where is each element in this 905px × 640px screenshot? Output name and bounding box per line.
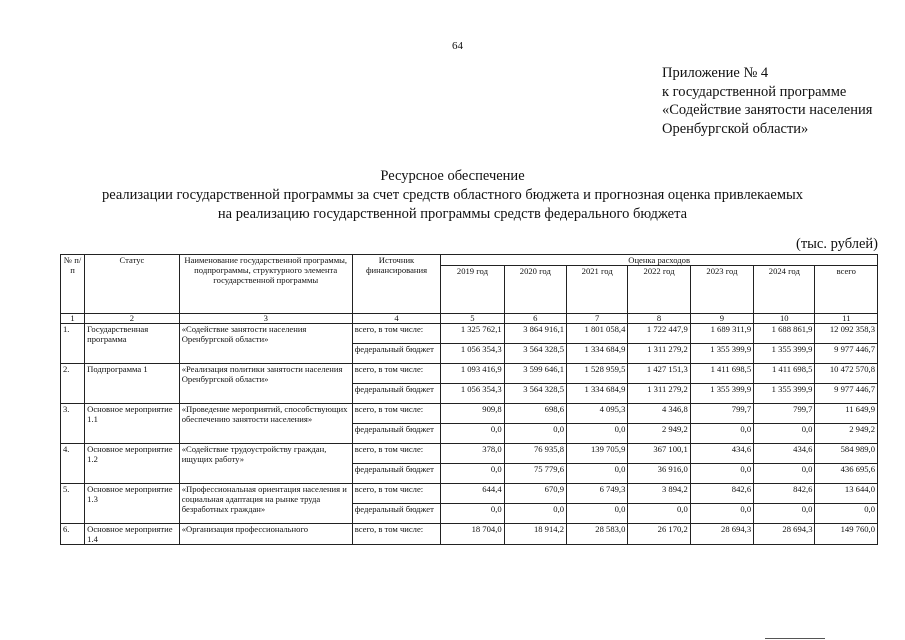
- resource-table: [60, 254, 878, 545]
- header-year: 2022 год: [628, 266, 690, 314]
- header-year: 2021 год: [567, 266, 628, 314]
- table-row: [61, 484, 878, 504]
- amount-cell: 28 694,3: [754, 524, 815, 545]
- appendix-line: к государственной программе: [662, 83, 847, 100]
- amount-cell: 0,0: [441, 464, 504, 484]
- amount-cell: 842,6: [754, 484, 815, 504]
- row-source-federal: федеральный бюджет: [352, 464, 441, 484]
- amount-cell: 0,0: [690, 464, 753, 484]
- title-line: на реализацию государственной программы средств федерального бюджета: [217, 206, 688, 222]
- row-source-total: всего, в том числе:: [352, 404, 441, 424]
- row-number: 1.: [61, 324, 85, 364]
- appendix-line: Приложение № 4: [662, 65, 769, 81]
- amount-cell: 698,6: [504, 404, 566, 424]
- amount-cell: 1 528 959,5: [567, 364, 628, 384]
- amount-cell: 799,7: [754, 404, 815, 424]
- amount-cell: 1 355 399,9: [754, 344, 815, 364]
- column-number: 1: [61, 314, 85, 324]
- amount-cell: 434,6: [690, 444, 753, 464]
- document-title: [0, 167, 905, 224]
- row-status: Основное мероприятие 1.3: [85, 484, 180, 524]
- row-name: «Профессиональная ориентация населения и социальная адаптация на рынке труда безработных граждан»: [179, 484, 352, 524]
- row-number: 5.: [61, 484, 85, 524]
- amount-cell: 6 749,3: [567, 484, 628, 504]
- column-number: 4: [352, 314, 441, 324]
- amount-cell: 378,0: [441, 444, 504, 464]
- amount-cell: 4 095,3: [567, 404, 628, 424]
- amount-cell: 149 760,0: [815, 524, 878, 545]
- row-name: «Содействие занятости населения Оренбургской области»: [179, 324, 352, 364]
- amount-cell: 0,0: [754, 424, 815, 444]
- amount-cell: 2 949,2: [628, 424, 690, 444]
- amount-cell: 1 311 279,2: [628, 344, 690, 364]
- header-year: 2019 год: [441, 266, 504, 314]
- appendix-note: [662, 64, 872, 138]
- amount-cell: 0,0: [504, 504, 566, 524]
- amount-cell: 1 311 279,2: [628, 384, 690, 404]
- amount-cell: 75 779,6: [504, 464, 566, 484]
- amount-cell: 12 092 358,3: [815, 324, 878, 344]
- amount-cell: 1 334 684,9: [567, 344, 628, 364]
- amount-cell: 9 977 446,7: [815, 384, 878, 404]
- row-status: Основное мероприятие 1.1: [85, 404, 180, 444]
- column-number: 11: [815, 314, 878, 324]
- amount-cell: 644,4: [441, 484, 504, 504]
- column-number: 8: [628, 314, 690, 324]
- amount-cell: 0,0: [567, 464, 628, 484]
- row-status: Подпрограмма 1: [85, 364, 180, 404]
- amount-cell: 0,0: [754, 504, 815, 524]
- amount-cell: 36 916,0: [628, 464, 690, 484]
- header-name: Наименование государственной программы, подпрограммы, структурного элемента государственной программы: [179, 255, 352, 314]
- column-number: 10: [754, 314, 815, 324]
- amount-cell: 18 704,0: [441, 524, 504, 545]
- row-number: 6.: [61, 524, 85, 545]
- table-row: [61, 404, 878, 424]
- amount-cell: 584 989,0: [815, 444, 878, 464]
- header-year: 2024 год: [754, 266, 815, 314]
- amount-cell: 3 894,2: [628, 484, 690, 504]
- amount-cell: 1 411 698,5: [754, 364, 815, 384]
- amount-cell: 0,0: [815, 504, 878, 524]
- table-row: [61, 444, 878, 464]
- column-number: 2: [85, 314, 180, 324]
- table-row: [61, 364, 878, 384]
- amount-cell: 842,6: [690, 484, 753, 504]
- amount-cell: 28 694,3: [690, 524, 753, 545]
- amount-cell: 1 427 151,3: [628, 364, 690, 384]
- amount-cell: 1 334 684,9: [567, 384, 628, 404]
- units-label: (тыс. рублей): [796, 236, 878, 252]
- amount-cell: 1 355 399,9: [754, 384, 815, 404]
- amount-cell: 1 355 399,9: [690, 344, 753, 364]
- amount-cell: 909,8: [441, 404, 504, 424]
- row-name: «Реализация политики занятости населения Оренбургской области»: [179, 364, 352, 404]
- row-name: «Содействие трудоустройству граждан, ищущих работу»: [179, 444, 352, 484]
- amount-cell: 3 864 916,1: [504, 324, 566, 344]
- amount-cell: 28 583,0: [567, 524, 628, 545]
- amount-cell: 0,0: [567, 424, 628, 444]
- amount-cell: 2 949,2: [815, 424, 878, 444]
- amount-cell: 0,0: [567, 504, 628, 524]
- amount-cell: 76 935,8: [504, 444, 566, 464]
- amount-cell: 436 695,6: [815, 464, 878, 484]
- amount-cell: 11 649,9: [815, 404, 878, 424]
- header-num: № п/п: [61, 255, 85, 314]
- amount-cell: 0,0: [690, 424, 753, 444]
- row-source-total: всего, в том числе:: [352, 484, 441, 504]
- row-source-federal: федеральный бюджет: [352, 384, 441, 404]
- amount-cell: 799,7: [690, 404, 753, 424]
- column-number: 7: [567, 314, 628, 324]
- column-number: 3: [179, 314, 352, 324]
- appendix-line: Оренбургской области»: [662, 120, 809, 137]
- amount-cell: 434,6: [754, 444, 815, 464]
- column-number: 5: [441, 314, 504, 324]
- row-status: Основное мероприятие 1.2: [85, 444, 180, 484]
- row-source-federal: федеральный бюджет: [352, 504, 441, 524]
- amount-cell: 18 914,2: [504, 524, 566, 545]
- row-number: 2.: [61, 364, 85, 404]
- amount-cell: 1 411 698,5: [690, 364, 753, 384]
- amount-cell: 0,0: [441, 504, 504, 524]
- amount-cell: 670,9: [504, 484, 566, 504]
- header-estimate: Оценка расходов: [441, 255, 878, 266]
- row-source-federal: федеральный бюджет: [352, 424, 441, 444]
- row-source-federal: федеральный бюджет: [352, 344, 441, 364]
- amount-cell: 0,0: [628, 504, 690, 524]
- amount-cell: 9 977 446,7: [815, 344, 878, 364]
- table-row: [61, 324, 878, 344]
- amount-cell: 0,0: [441, 424, 504, 444]
- row-source-total: всего, в том числе:: [352, 524, 441, 545]
- header-source: Источник финансирования: [352, 255, 441, 314]
- amount-cell: 13 644,0: [815, 484, 878, 504]
- amount-cell: 367 100,1: [628, 444, 690, 464]
- amount-cell: 0,0: [504, 424, 566, 444]
- row-number: 3.: [61, 404, 85, 444]
- header-year: 2023 год: [690, 266, 753, 314]
- amount-cell: 10 472 570,8: [815, 364, 878, 384]
- column-number: 6: [504, 314, 566, 324]
- row-source-total: всего, в том числе:: [352, 444, 441, 464]
- page-number: 64: [452, 40, 463, 52]
- amount-cell: 1 325 762,1: [441, 324, 504, 344]
- row-source-total: всего, в том числе:: [352, 324, 441, 344]
- amount-cell: 1 093 416,9: [441, 364, 504, 384]
- title-line: Ресурсное обеспечение: [380, 168, 525, 184]
- amount-cell: 3 564 328,5: [504, 344, 566, 364]
- amount-cell: 1 722 447,9: [628, 324, 690, 344]
- amount-cell: 1 688 861,9: [754, 324, 815, 344]
- amount-cell: 1 056 354,3: [441, 344, 504, 364]
- row-number: 4.: [61, 444, 85, 484]
- amount-cell: 1 056 354,3: [441, 384, 504, 404]
- amount-cell: 3 564 328,5: [504, 384, 566, 404]
- table-row: [61, 524, 878, 545]
- row-source-total: всего, в том числе:: [352, 364, 441, 384]
- header-total: всего: [815, 266, 878, 314]
- amount-cell: 0,0: [690, 504, 753, 524]
- row-status: Государственная программа: [85, 324, 180, 364]
- column-numbers-row: [61, 314, 878, 324]
- column-number: 9: [690, 314, 753, 324]
- row-name: «Проведение мероприятий, способствующих обеспечению занятости населения»: [179, 404, 352, 444]
- amount-cell: 3 599 646,1: [504, 364, 566, 384]
- appendix-line: «Содействие занятости населения: [662, 102, 873, 118]
- amount-cell: 26 170,2: [628, 524, 690, 545]
- amount-cell: 4 346,8: [628, 404, 690, 424]
- title-line: реализации государственной программы за счет средств областного бюджета и прогнозная оценка привлекаемых: [102, 187, 803, 203]
- amount-cell: 1 689 311,9: [690, 324, 753, 344]
- amount-cell: 1 801 058,4: [567, 324, 628, 344]
- amount-cell: 0,0: [754, 464, 815, 484]
- header-year: 2020 год: [504, 266, 566, 314]
- amount-cell: 139 705,9: [567, 444, 628, 464]
- row-status: Основное мероприятие 1.4: [85, 524, 180, 545]
- amount-cell: 1 355 399,9: [690, 384, 753, 404]
- scan-edge-line: [765, 638, 825, 639]
- row-name: «Организация профессионального: [179, 524, 352, 545]
- header-status: Статус: [85, 255, 180, 314]
